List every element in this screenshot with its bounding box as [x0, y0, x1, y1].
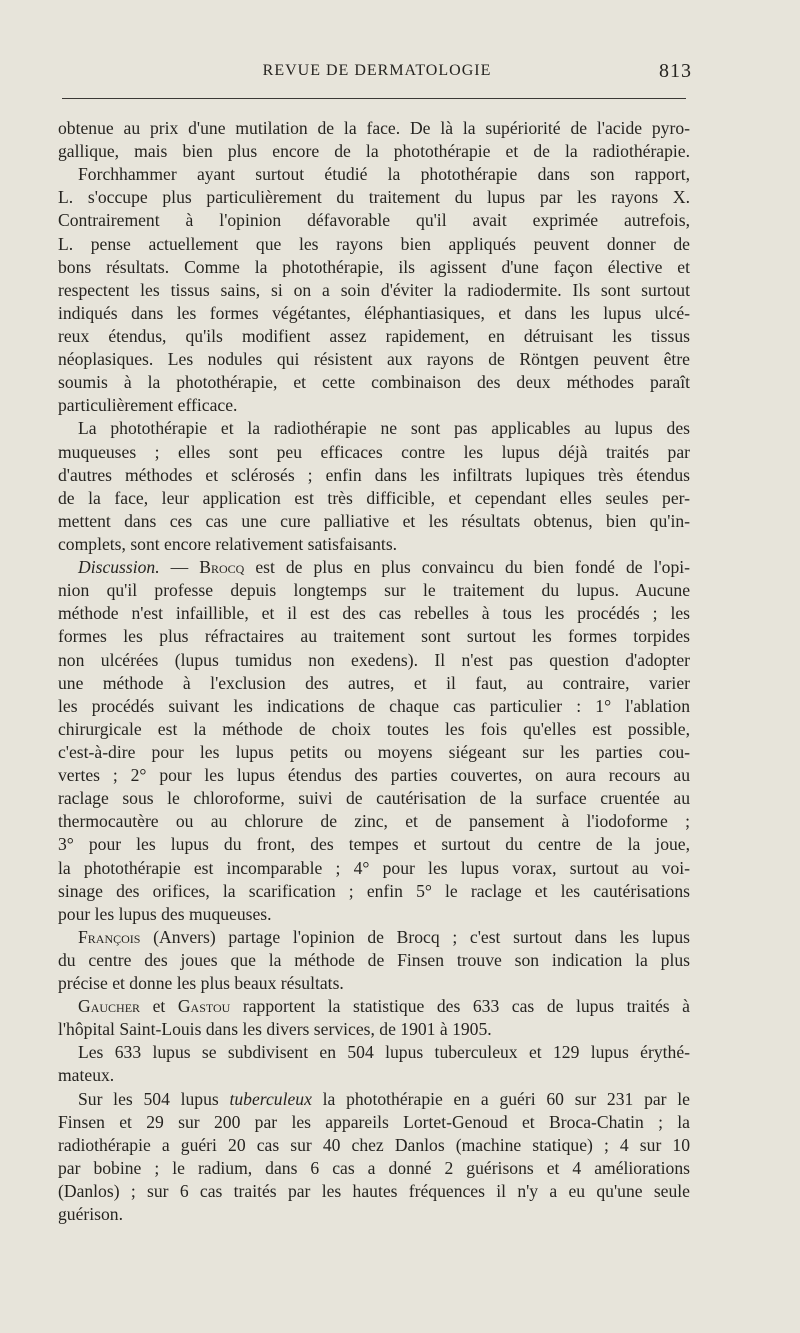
text-line: particulièrement efficace.: [58, 395, 238, 416]
text-line: d'autres méthodes et sclérosés ; enfin dans les infiltrats lupiques très étendus: [58, 464, 690, 485]
text-line: c'est-à-dire pour les lupus petits ou moyens siégeant sur les parties cou-: [58, 741, 690, 762]
text-line: sinage des orifices, la scarification ; enfin 5° le raclage et les cautérisations: [58, 880, 690, 901]
text-line: méthode n'est infaillible, et il est des cas rebelles à tous les procédés ; les: [58, 603, 690, 624]
header-rule: [62, 98, 686, 99]
running-head: [62, 60, 692, 88]
text-line: non ulcérées (lupus tumidus non exedens). Il n'est pas question d'adopter: [58, 649, 690, 670]
author-name: François: [78, 926, 141, 947]
text-line: Contrairement à l'opinion défavorable qu'il avait exprimée autrefois,: [58, 210, 690, 231]
author-name: Brocq: [199, 557, 245, 578]
text-line: de la face, leur application est très difficible, et cependant elles seules per-: [58, 487, 690, 508]
text-line: formes les plus réfractaires au traitement sont surtout les formes torpides: [58, 626, 690, 647]
text-line: obtenue au prix d'une mutilation de la face. De là la supériorité de l'acide pyro-: [58, 118, 690, 138]
text-line: chirurgicale est la méthode de choix toutes les fois qu'elles est possible,: [58, 718, 690, 739]
discussion-line: Discussion. — Brocq est de plus en plus convaincu du bien fondé de l'opi-: [78, 557, 691, 578]
text-line: vertes ; 2° pour les lupus étendus des parties couvertes, on aura recours au: [58, 765, 690, 786]
journal-title: REVUE DE DERMATOLOGIE: [262, 62, 492, 79]
text-line: bons résultats. Comme la photothérapie, ils agissent d'une façon élective et: [58, 256, 690, 277]
text-line: radiothérapie a guéri 20 cas sur 40 chez Danlos (machine statique) ; 4 sur 10: [58, 1134, 690, 1155]
text-line: une méthode à l'exclusion des autres, et il faut, au contraire, varier: [58, 672, 690, 693]
text-line: L. pense actuellement que les rayons bien appliqués peuvent donner de: [58, 233, 690, 254]
text-line: pour les lupus des muqueuses.: [58, 903, 272, 924]
tuberculeux-line: Sur les 504 lupus tuberculeux la photothérapie en a guéri 60 sur 231 par le: [78, 1088, 690, 1109]
text-line: (Danlos) ; sur 6 cas traités par les hautes fréquences il n'y a eu qu'une seule: [58, 1181, 690, 1202]
text-line: par bobine ; le radium, dans 6 cas a donné 2 guérisons et 4 améliorations: [58, 1157, 690, 1178]
text-line: néoplasiques. Les nodules qui résistent aux rayons de Röntgen peuvent être: [58, 349, 690, 370]
text-line: respectent les tissus sains, si on a soin d'éviter la radiodermite. Ils sont surtout: [58, 279, 690, 300]
text-line: Les 633 lupus se subdivisent en 504 lupus tuberculeux et 129 lupus érythé-: [78, 1042, 690, 1063]
francois-line: François (Anvers) partage l'opinion de Brocq ; c'est surtout dans les lupus: [78, 926, 690, 947]
author-name: Gaucher: [78, 996, 141, 1017]
page-number: 813: [659, 60, 692, 82]
text-line: raclage sous le chloroforme, suivi de cautérisation de la surface cruentée au: [58, 788, 690, 809]
text-line: du centre des joues que la méthode de Finsen trouve son indication la plus: [58, 949, 690, 970]
text-line: complets, sont encore relativement satisfaisants.: [58, 533, 398, 554]
text-line: nion qu'il professe depuis longtemps sur le traitement du lupus. Aucune: [58, 580, 690, 601]
text-line: reux étendus, qu'ils modifient assez rapidement, en détruisant les tissus: [58, 325, 690, 346]
text-line: muqueuses ; elles sont peu efficaces contre les lupus déjà traités par: [58, 441, 690, 462]
article-text: [58, 117, 690, 1226]
text-line: mettent dans ces cas une cure palliative et les résultats obtenus, bien qu'in-: [58, 510, 690, 531]
text-line: guérison.: [58, 1204, 123, 1225]
text-line: gallique, mais bien plus encore de la photothérapie et de la radiothérapie.: [58, 141, 690, 162]
gaucher-line: Gaucher et Gastou rapportent la statistique des 633 cas de lupus traités à: [78, 996, 690, 1017]
italic-term: tuberculeux: [229, 1088, 312, 1109]
text-line: La photothérapie et la radiothérapie ne sont pas applicables au lupus des: [78, 418, 690, 439]
text-line: L. s'occupe plus particulièrement du traitement du lupus par les rayons X.: [58, 187, 690, 208]
discussion-label: Discussion.: [78, 557, 160, 578]
text-line: les procédés suivant les indications de chaque cas particulier : 1° l'ablation: [58, 695, 690, 716]
text-line: l'hôpital Saint-Louis dans les divers services, de 1901 à 1905.: [58, 1019, 492, 1040]
author-name: Gastou: [177, 996, 231, 1017]
text-line: soumis à la photothérapie, et cette combinaison des deux méthodes paraît: [58, 372, 690, 393]
text-line: Finsen et 29 sur 200 par les appareils Lortet-Genoud et Broca-Chatin ; la: [58, 1111, 690, 1132]
text-line: indiqués dans les formes végétantes, éléphantiasiques, et dans les lupus ulcé-: [58, 302, 690, 323]
text-line: thermocautère ou au chlorure de zinc, et de pansement à l'iodoforme ;: [58, 811, 690, 832]
text-line: Forchhammer ayant surtout étudié la photothérapie dans son rapport,: [78, 164, 690, 185]
text-line: mateux.: [58, 1065, 115, 1086]
text-line: la photothérapie est incomparable ; 4° pour les lupus vorax, surtout au voi-: [58, 857, 690, 878]
text-line: précise et donne les plus beaux résultats.: [58, 973, 344, 994]
text-line: 3° pour les lupus du front, des tempes et surtout du centre de la joue,: [58, 834, 690, 855]
